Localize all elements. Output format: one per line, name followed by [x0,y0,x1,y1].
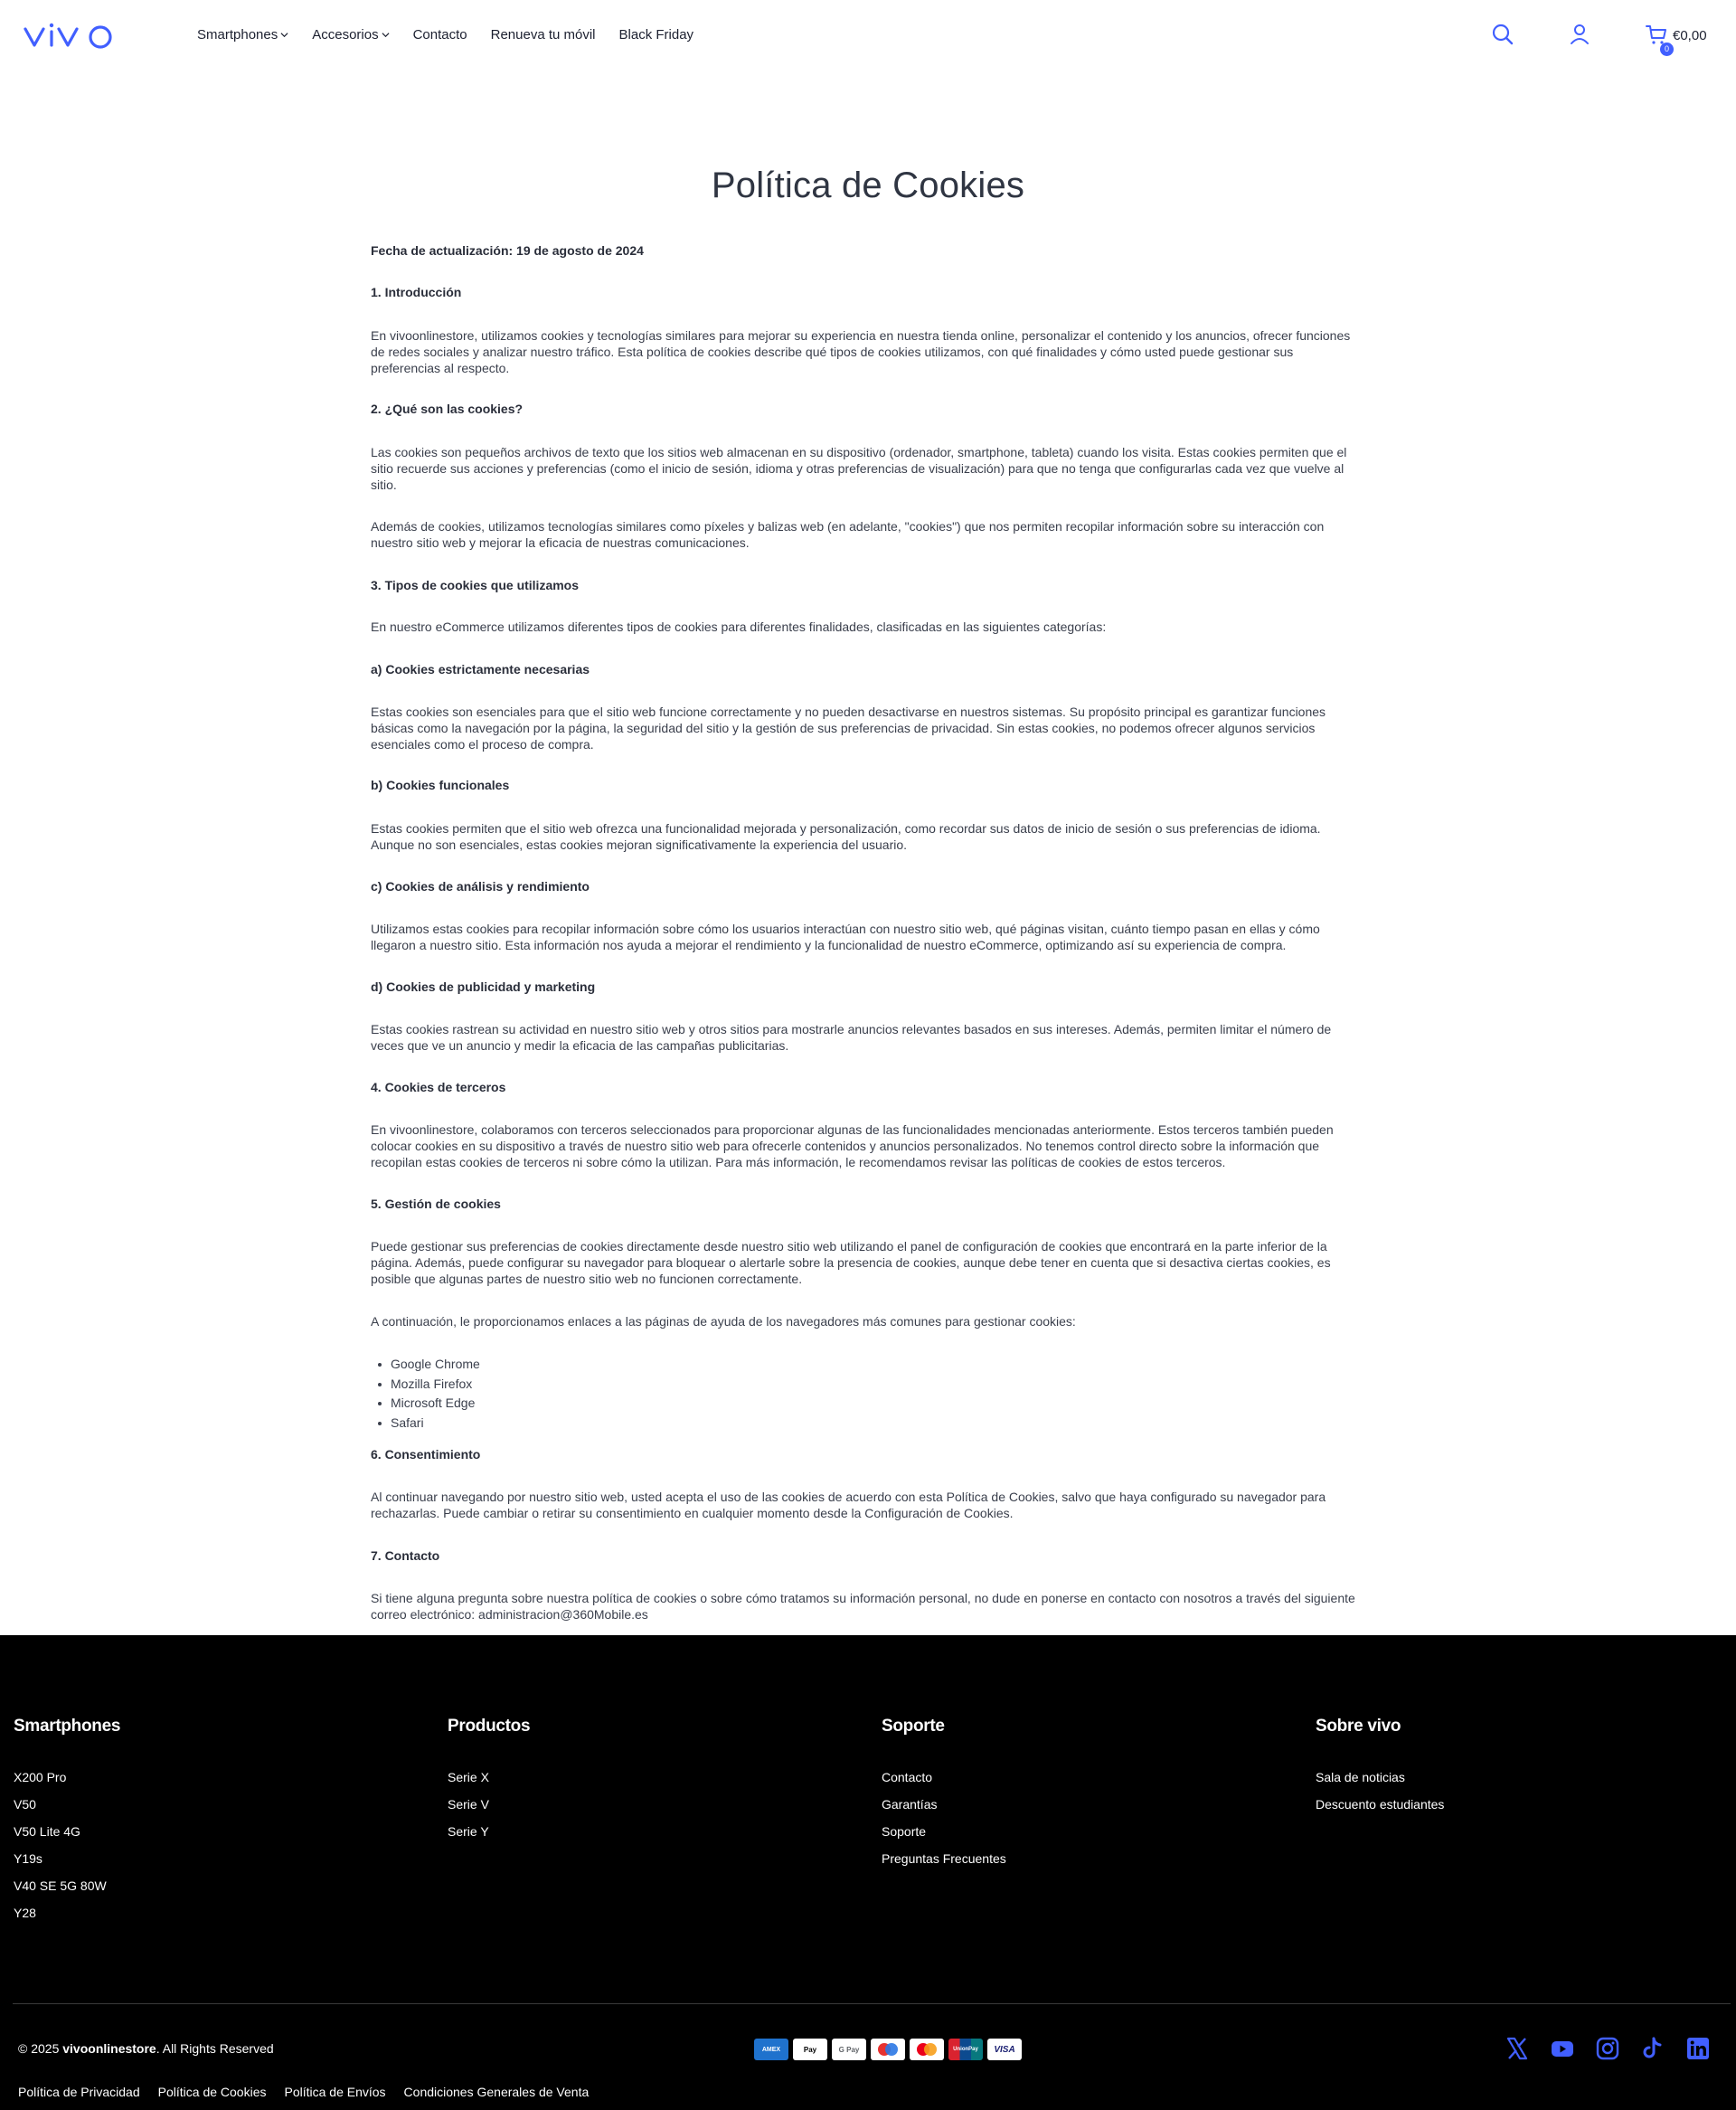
cart-total[interactable]: €0,00 [1673,28,1707,43]
footer-link[interactable]: Y28 [14,1906,36,1920]
chevron-down-icon [280,31,288,39]
browser-link-safari[interactable]: Safari [371,1414,480,1433]
nav-renueva-label: Renueva tu móvil [490,27,596,43]
unionpay-icon [948,2039,983,2060]
subsection-title: d) Cookies de publicidad y marketing [371,979,596,994]
footer-col-title: Soporte [882,1717,945,1736]
paragraph: A continuación, le proporcionamos enlaces a las páginas de ayuda de los navegadores más comunes para gestionar cookies: [371,1314,1076,1329]
paragraph: Estas cookies permiten que el sitio web ofrezca una funcionalidad mejorada y personalización, como recordar sus datos de inicio de sesión o sus preferencias de idioma. Aunque no son esenciales, estas cookies mejoran significativamente la experiencia del usuario. [371,821,1321,852]
copyright [18,2041,274,2056]
main-nav [197,27,693,43]
nav-accesorios[interactable] [312,27,389,43]
section-title: 1. Introducción [371,285,462,299]
footer-link[interactable]: Serie V [448,1797,489,1812]
footer-col-soporte [882,1717,1006,1877]
footer-link[interactable]: Garantías [882,1797,938,1812]
browser-link-edge[interactable]: Microsoft Edge [371,1394,480,1414]
paragraph: Si tiene alguna pregunta sobre nuestra política de cookies o sobre cómo tratamos su información personal, no dude en ponerse en contacto con nosotros a través del siguiente correo electrónico: administracion@360Mobile.es [371,1591,1355,1622]
footer-link[interactable]: Y19s [14,1851,42,1866]
nav-black-friday-label: Black Friday [618,27,694,43]
vivo-logo-mark [22,21,119,52]
nav-contacto-label: Contacto [412,27,467,43]
nav-smartphones-label: Smartphones [197,27,278,43]
legal-link-cookies[interactable]: Política de Cookies [157,2085,267,2099]
amex-label: AMEX [761,2046,781,2053]
instagram-icon[interactable] [1595,2036,1620,2061]
footer-link[interactable]: X200 Pro [14,1770,67,1784]
mastercard-icon [910,2039,944,2060]
section-title: 4. Cookies de terceros [371,1080,506,1094]
paragraph: Puede gestionar sus preferencias de cookies directamente desde nuestro sitio web utilizando el panel de configuración de cookies que encontrará en la parte inferior de la página. Además, puede configurar su navegador para bloquear o alertarle sobre la presencia de cookies, aunque debe tener en cuenta que si desactiva ciertas cookies, es posible que algunas partes de nuestro sitio web no funcionen correctamente. [371,1239,1331,1286]
tiktok-icon[interactable] [1640,2036,1665,2061]
paragraph: En nuestro eCommerce utilizamos diferentes tipos de cookies para diferentes finalidades, clasificadas en las siguientes categorías: [371,620,1107,634]
footer-link[interactable]: Descuento estudiantes [1316,1797,1445,1812]
subsection-title: a) Cookies estrictamente necesarias [371,662,590,677]
section-title: 6. Consentimiento [371,1447,481,1462]
nav-contacto[interactable] [413,27,467,43]
nav-black-friday[interactable] [619,27,694,43]
paragraph: Estas cookies son esenciales para que el sitio web funcione correctamente y no pueden desactivarse en nuestros sistemas. Su propósito principal es garantizar funciones básicas como la navegación por la página, la seguridad del sitio y la gestión de sus preferencias de privacidad. Sin estas cookies, no podemos ofrecer algunos servicios esenciales como el proceso de compra. [371,705,1326,752]
footer-col-sobre-vivo [1316,1717,1444,1822]
footer-link[interactable]: V40 SE 5G 80W [14,1878,107,1893]
footer-link[interactable]: Contacto [882,1770,933,1784]
footer-col-productos [448,1717,530,1850]
x-icon[interactable] [1505,2036,1530,2061]
subsection-title: b) Cookies funcionales [371,778,510,792]
american-express-icon [754,2039,788,2060]
legal-link-condiciones[interactable]: Condiciones Generales de Venta [403,2085,590,2099]
section-title: 5. Gestión de cookies [371,1197,501,1211]
footer-link[interactable]: Serie X [448,1770,489,1784]
paragraph: Utilizamos estas cookies para recopilar información sobre cómo los usuarios interactúan con nuestro sitio web, qué páginas visitan, cuánto tiempo pasan en ellas y cómo llegaron a nuestro sitio. Esta información nos ayuda a mejorar el rendimiento y la funcionalidad de nuestro eCommerce, optimizando así su experiencia de compra. [371,922,1320,952]
copyright-prefix: © 2025 [18,2041,60,2056]
footer-link[interactable]: Serie Y [448,1824,489,1839]
updated-date: Fecha de actualización: 19 de agosto de 2024 [371,243,644,258]
section-title: 3. Tipos de cookies que utilizamos [371,578,580,592]
paragraph: Las cookies son pequeños archivos de texto que los sitios web almacenan en su dispositivo (ordenador, smartphone, tableta) cuando los visita. Estas cookies permiten que el sitio recuerde sus acciones y preferencias (como el inicio de sesión, idioma y otras preferencias de visualización) para que no tenga que configurarlas cada vez que vuelve al sitio. [371,445,1347,492]
user-icon[interactable] [1567,22,1592,47]
browser-list [371,1355,480,1433]
footer-col-title: Sobre vivo [1316,1717,1401,1736]
visa-icon [987,2039,1022,2060]
vivo-logo[interactable] [22,21,119,52]
social-links [1505,2036,1711,2061]
footer-col-smartphones [14,1717,120,1931]
paragraph: Además de cookies, utilizamos tecnologías similares como píxeles y balizas web (en adelante, "cookies") que nos permiten recopilar información sobre su interacción con nuestro sitio web y mejorar la eficacia de nuestras comunicaciones. [371,519,1325,550]
apple-pay-icon [793,2039,827,2060]
site-footer [0,1635,1736,2110]
footer-col-title: Productos [448,1717,531,1736]
google-pay-label: G Pay [838,2045,860,2054]
paragraph: Al continuar navegando por nuestro sitio web, usted acepta el uso de las cookies de acuerdo con esta Política de Cookies, salvo que haya configurado su navegador para rechazarlas. Puede cambiar o retirar su consentimiento en cualquier momento desde la Configuración de Cookies. [371,1490,1326,1520]
nav-smartphones[interactable] [197,27,288,43]
subsection-title: c) Cookies de análisis y rendimiento [371,879,590,894]
legal-links [18,2085,589,2099]
browser-link-chrome[interactable]: Google Chrome [371,1355,480,1375]
footer-col-title: Smartphones [14,1717,121,1736]
policy-content [0,74,1736,1709]
footer-link[interactable]: Soporte [882,1824,927,1839]
nav-renueva[interactable] [491,27,596,43]
paragraph: En vivoonlinestore, colaboramos con terceros seleccionados para proporcionar algunas de las funcionalidades mencionadas anteriormente. Estos terceros también pueden colocar cookies en su dispositivo a través de nuestro sitio web para ofrecerle contenidos y anuncios personalizados. No tenemos control directo sobre la información que recopilan estas cookies de terceros ni sobre cómo la utilizan. Para más información, le recomendamos revisar las políticas de cookies de estos terceros. [371,1122,1334,1169]
maestro-icon [871,2039,905,2060]
chevron-down-icon [382,31,390,39]
section-title: 7. Contacto [371,1548,440,1563]
copyright-suffix: . All Rights Reserved [156,2041,274,2056]
unionpay-label: UnionPay [953,2047,978,2052]
footer-link[interactable]: Sala de noticias [1316,1770,1405,1784]
paragraph: Estas cookies rastrean su actividad en nuestro sitio web y otros sitios para mostrarle anuncios relevantes basados en sus intereses. Además, permiten limitar el número de veces que ve un anuncio y medir la eficacia de las campañas publicitarias. [371,1022,1332,1053]
search-icon[interactable] [1490,22,1515,47]
visa-label: VISA [994,2044,1015,2055]
legal-link-privacidad[interactable]: Política de Privacidad [18,2085,140,2099]
paragraph: En vivoonlinestore, utilizamos cookies y tecnologías similares para mejorar su experiencia en nuestra tienda online, personalizar el contenido y los anuncios, ofrecer funciones de redes sociales y analizar nuestro tráfico. Esta política de cookies describe qué tipos de cookies utilizamos, con qué finalidades y cómo usted puede gestionar sus preferencias al respecto. [371,328,1351,375]
site-header [0,0,1736,74]
footer-divider [13,2003,1731,2004]
payment-methods [754,2039,1022,2060]
footer-link[interactable]: V50 Lite 4G [14,1824,80,1839]
youtube-icon[interactable] [1550,2036,1575,2061]
legal-link-envios[interactable]: Política de Envíos [284,2085,386,2099]
browser-link-firefox[interactable]: Mozilla Firefox [371,1375,480,1395]
nav-accesorios-label: Accesorios [312,27,379,43]
footer-link[interactable]: V50 [14,1797,36,1812]
linkedin-icon[interactable] [1685,2036,1711,2061]
page-title: Política de Cookies [711,166,1025,205]
section-title: 2. ¿Qué son las cookies? [371,402,524,416]
google-pay-icon [832,2039,866,2060]
cart-count-badge: 0 [1660,43,1674,56]
footer-link[interactable]: Preguntas Frecuentes [882,1851,1006,1866]
apple-pay-label: Pay [803,2045,817,2054]
copyright-brand[interactable]: vivoonlinestore [62,2041,156,2056]
